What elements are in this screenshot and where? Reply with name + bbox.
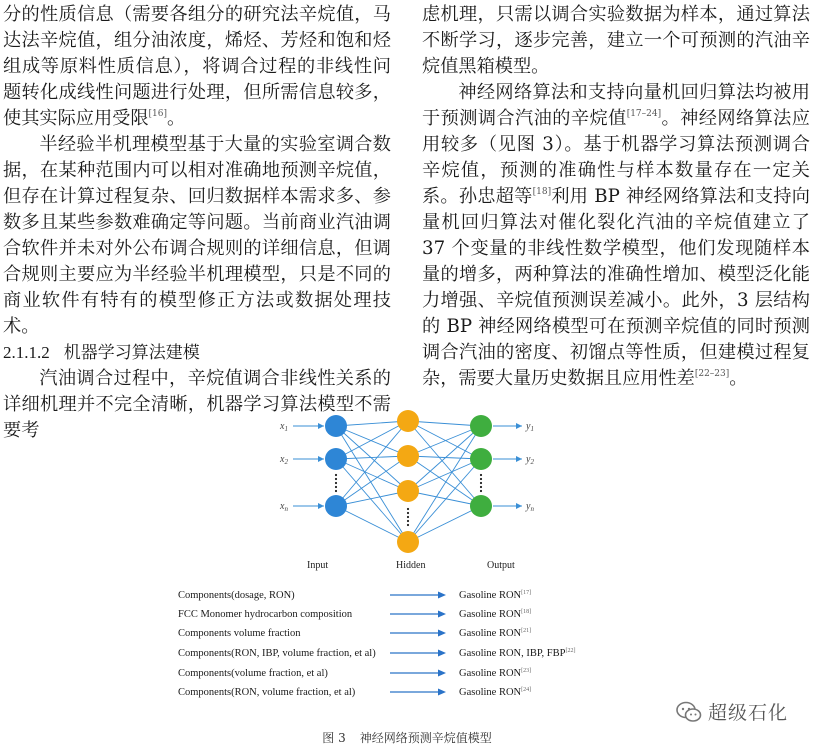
ellipsis-dot: [407, 524, 409, 526]
input-label: $x_n$: [280, 501, 288, 513]
table-output-text: Gasoline RON[24]: [459, 687, 532, 698]
paragraph: 半经验半机理模型基于大量的实验室调合数据，在某种范围内可以相对准确地预测辛烷值，但存在计算过程复杂、回归数据样本需求多、参数多且某些参数难确定等问题。当前商业汽油调合软件并未对外公布调合规则的详细信息，但调合规则主要应为半经验半机理模型，只是不同的商业软件有特有的模型修正方法或数据处理技术。: [3, 134, 391, 337]
right-column: [422, 2, 810, 392]
layer-label-input: Input: [307, 560, 329, 571]
input-label: $x_2$: [280, 454, 288, 466]
ellipsis-dot: [480, 490, 482, 492]
table-input-text: Components(RON, volume fraction, et al): [178, 687, 356, 698]
output-arrowhead: [516, 503, 522, 509]
table-arrowhead: [438, 670, 446, 677]
ellipsis-dot: [335, 478, 337, 480]
output-arrowhead: [516, 456, 522, 462]
table-arrowhead: [438, 611, 446, 618]
table-input-text: Components volume fraction: [178, 628, 301, 639]
input-node: [325, 415, 347, 437]
hidden-node: [397, 480, 419, 502]
table-output-text: Gasoline RON, IBP, FBP[22]: [459, 648, 576, 659]
table-input-text: Components(dosage, RON): [178, 590, 295, 601]
watermark-text: 超级石化: [708, 702, 789, 724]
wechat-icon: [676, 700, 702, 724]
ellipsis-dot: [335, 474, 337, 476]
output-label: $y_2$: [526, 454, 534, 466]
network-edge: [408, 426, 481, 456]
network-edge: [408, 426, 481, 542]
hidden-node: [397, 445, 419, 467]
output-label: $y_n$: [526, 501, 534, 513]
input-arrowhead: [318, 423, 324, 429]
ellipsis-dot: [480, 478, 482, 480]
input-label: $x_1$: [280, 421, 288, 433]
paragraph: 虑机理，只需以调合实验数据为样本，通过算法不断学习，逐步完善，建立一个可预测的汽油辛烷值黑箱模型。: [422, 4, 810, 77]
ellipsis-dot: [407, 512, 409, 514]
section-heading: 2.1.1.2 机器学习算法建模: [3, 343, 200, 363]
output-node: [470, 448, 492, 470]
output-arrowhead: [516, 423, 522, 429]
input-arrowhead: [318, 503, 324, 509]
ellipsis-dot: [480, 486, 482, 488]
output-node: [470, 415, 492, 437]
table-output-text: Gasoline RON[18]: [459, 609, 532, 620]
output-node: [470, 495, 492, 517]
ellipsis-dot: [480, 482, 482, 484]
ellipsis-dot: [335, 490, 337, 492]
ellipsis-dot: [407, 508, 409, 510]
ellipsis-dot: [335, 486, 337, 488]
input-arrowhead: [318, 456, 324, 462]
watermark: [676, 698, 806, 728]
paragraph: 汽油调合过程中，辛烷值调合非线性关系的详细机理并不完全清晰，机器学习算法模型不需要考: [3, 368, 391, 441]
network-edge: [336, 459, 408, 542]
output-label: $y_1$: [526, 421, 534, 433]
layer-label-output: Output: [487, 560, 515, 571]
hidden-node: [397, 531, 419, 553]
input-node: [325, 448, 347, 470]
ellipsis-dot: [480, 474, 482, 476]
table-arrowhead: [438, 689, 446, 696]
paragraph: 分的性质信息（需要各组分的研究法辛烷值，马达法辛烷值，组分油浓度，烯烃、芳烃和饱和烃组成等原料性质信息），将调合过程的非线性问题转化成线性问题进行处理，但所需信息较多，使其实际应用受限[16]。: [3, 4, 391, 129]
figure-caption: 图 3 神经网络预测辛烷值模型: [322, 731, 492, 745]
table-output-text: Gasoline RON[23]: [459, 668, 532, 679]
left-column: [3, 2, 391, 444]
network-edge: [408, 459, 481, 542]
table-input-text: FCC Monomer hydrocarbon composition: [178, 609, 353, 620]
hidden-node: [397, 410, 419, 432]
layer-label-hidden: Hidden: [396, 560, 426, 571]
ellipsis-dot: [407, 520, 409, 522]
table-output-text: Gasoline RON[21]: [459, 628, 532, 639]
figure-3: [0, 400, 814, 745]
paragraph: 神经网络算法和支持向量机回归算法均被用于预测调合汽油的辛烷值[17–24]。神经网络算法应用较多（见图 3）。基于机器学习算法预测调合辛烷值，预测的准确性与样本数量存在一定关系。孙忠超等[18]利用 BP 神经网络算法和支持向量机回归算法对催化裂化汽油的辛烷值建立了 37 个变量的非线性数学模型，他们发现随样本量的增多，两种算法的准确性增加、模型泛化能力增强、辛烷值预测误差减小。此外，3 层结构的 BP 神经网络模型可在预测辛烷值的同时预测调合汽油的密度、初馏点等性质，但建模过程复杂，需要大量历史数据且应用性差[22–23]。: [422, 82, 810, 389]
ellipsis-dot: [335, 482, 337, 484]
table-output-text: Gasoline RON[17]: [459, 590, 532, 601]
table-arrowhead: [438, 592, 446, 599]
network-edge: [336, 426, 408, 456]
network-edge: [336, 426, 408, 542]
ellipsis-dot: [407, 516, 409, 518]
table-arrowhead: [438, 650, 446, 657]
table-input-text: Components(RON, IBP, volume fraction, et al): [178, 648, 376, 659]
table-input-text: Components(volume fraction, et al): [178, 668, 328, 679]
input-node: [325, 495, 347, 517]
table-arrowhead: [438, 630, 446, 637]
